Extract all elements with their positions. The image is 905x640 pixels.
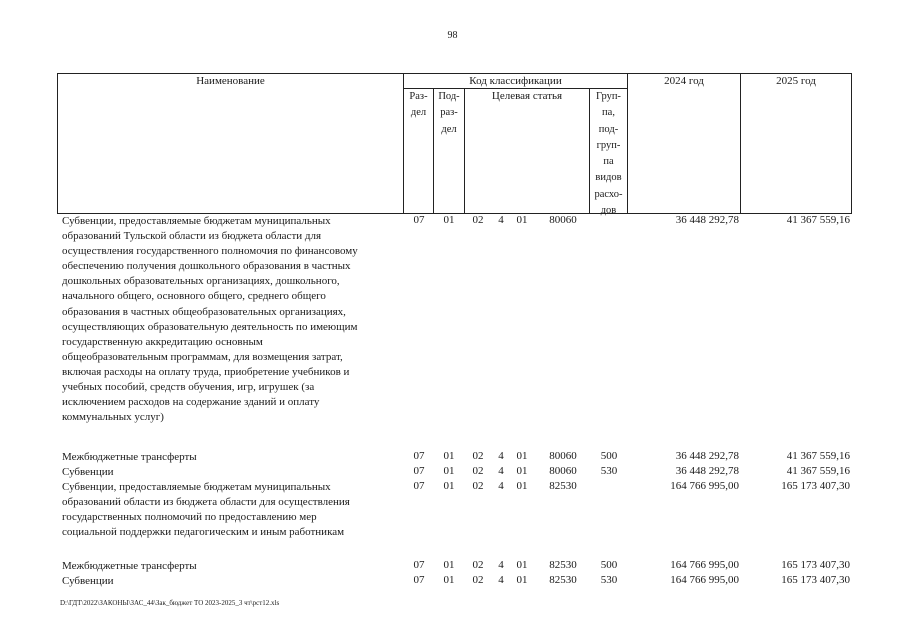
header-year-2025: 2025 год [776,75,816,87]
row-name-line: включая расходы на оплату труда, приобретение учебников и [62,365,350,378]
page-number: 98 [447,30,458,41]
row-section: 07 [413,559,425,571]
year-column-divider [740,73,741,214]
row-target-2: 4 [498,465,504,477]
row-name-line: Межбюджетные трансферты [62,560,197,572]
header-section [404,89,433,122]
row-name-line: Субвенции, предоставляемые бюджетам муниципальных [62,215,331,227]
row-subsection: 01 [443,450,455,462]
row-name [62,214,407,425]
row-amount-2025: 165 173 407,30 [781,574,850,586]
footer-file-path: D:\ГДТ\2022\ЗАКОНЫ\ЗАС_44\Зак_бюджет ТО 2023-2025_3 чт\рст12.xls [60,599,280,607]
header-expense-group-line: дов [600,205,617,217]
row-target-1: 02 [472,465,484,477]
row-target-3: 01 [516,450,528,462]
row-section: 07 [413,450,425,462]
row-amount-2024: 36 448 292,78 [675,214,739,226]
row-name-line: Субвенции, предоставляемые бюджетам муниципальных [62,481,331,493]
row-target-3: 01 [516,480,528,492]
row-target-2: 4 [498,480,504,492]
row-target-4: 82530 [549,480,577,492]
row-name-line: Субвенции [62,466,114,478]
row-target-3: 01 [516,559,528,571]
row-target-4: 80060 [549,465,577,477]
header-section-line: Раз- [409,91,428,102]
row-expense-group: 500 [600,450,618,462]
row-section: 07 [413,480,425,492]
row-target-2: 4 [498,214,504,226]
header-subsection [434,89,464,138]
row-target-1: 02 [472,450,484,462]
row-name-line: осуществляющих образовательную деятельность по имеющим [62,320,358,333]
row-subsection: 01 [443,559,455,571]
row-section: 07 [413,214,425,226]
row-name-line: образований области из бюджета области для осуществления [62,496,350,509]
row-name-line: социальной поддержки педагогическим и иным работникам [62,526,345,539]
row-name-line: государственную аккредитацию основным [62,335,263,348]
row-target-1: 02 [472,559,484,571]
row-name-line: Межбюджетные трансферты [62,451,197,463]
row-section: 07 [413,574,425,586]
header-subsection-line: дел [441,123,457,135]
row-name-line: общеобразовательным программам, для возмещения затрат, [62,350,343,363]
row-name-line: коммунальных услуг) [62,411,164,424]
row-name [62,465,407,480]
row-subsection: 01 [443,480,455,492]
header-name: Наименование [196,75,265,87]
row-amount-2025: 41 367 559,16 [786,214,850,226]
row-amount-2024: 36 448 292,78 [675,450,739,462]
row-target-2: 4 [498,574,504,586]
header-section-line: дел [410,107,427,119]
row-name-line: образования в частных общеобразовательных организациях, [62,305,346,318]
row-amount-2025: 165 173 407,30 [781,559,850,571]
row-name-line: государственных полномочий по предоставлению мер [62,511,317,524]
row-amount-2025: 41 367 559,16 [786,450,850,462]
row-target-1: 02 [472,574,484,586]
row-amount-2025: 41 367 559,16 [786,465,850,477]
header-expense-group-line: па [603,156,614,168]
row-expense-group: 500 [600,559,618,571]
row-name [62,559,407,574]
row-name-line: осуществления государственного полномочия по финансовому [62,245,358,258]
header-expense-group-line: Груп- [596,91,621,102]
table-left-border [57,73,58,214]
row-target-3: 01 [516,465,528,477]
row-subsection: 01 [443,214,455,226]
row-name [62,450,407,465]
row-target-4: 80060 [549,214,577,226]
row-amount-2025: 165 173 407,30 [781,480,850,492]
row-amount-2024: 164 766 995,00 [670,480,739,492]
header-expense-group-line: расхо- [594,188,623,200]
row-name-line: исключением расходов на содержание зданий и оплату [62,396,320,409]
row-name-line: образований Тульской области из бюджета области для [62,230,322,243]
row-name [62,480,407,540]
row-name-line: начального общего, основного общего, среднего общего [62,290,326,303]
row-name [62,574,407,589]
row-target-4: 82530 [549,559,577,571]
row-target-2: 4 [498,450,504,462]
row-name-line: учебных пособий, средств обучения, игр, игрушек (за [62,381,315,394]
table-right-border [851,73,852,214]
row-name-line: Субвенции [62,575,114,587]
header-subsection-line: раз- [440,107,458,119]
header-year-2024: 2024 год [664,75,704,87]
row-subsection: 01 [443,574,455,586]
header-target-article: Целевая статья [491,90,563,102]
row-amount-2024: 164 766 995,00 [670,559,739,571]
header-expense-group [590,89,627,219]
row-section: 07 [413,465,425,477]
row-amount-2024: 164 766 995,00 [670,574,739,586]
header-classification-code: Код классификации [469,75,562,87]
header-expense-group-line: па, [602,107,615,119]
row-amount-2024: 36 448 292,78 [675,465,739,477]
row-target-1: 02 [472,214,484,226]
row-target-3: 01 [516,214,528,226]
row-target-4: 80060 [549,450,577,462]
row-expense-group: 530 [600,465,618,477]
row-subsection: 01 [443,465,455,477]
row-target-1: 02 [472,480,484,492]
subsection-column-divider [464,88,465,214]
row-name-line: дошкольных образовательных организациях, дошкольного, [62,275,340,288]
header-expense-group-line: под- [598,123,619,135]
row-target-4: 82530 [549,574,577,586]
header-subsection-line: Под- [438,91,460,102]
code-column-divider [627,73,628,214]
header-expense-group-line: груп- [596,139,621,151]
row-expense-group: 530 [600,574,618,586]
row-target-3: 01 [516,574,528,586]
row-target-2: 4 [498,559,504,571]
row-name-line: обеспечению получения дошкольного образования в частных [62,260,351,273]
header-expense-group-line: видов [595,172,622,184]
